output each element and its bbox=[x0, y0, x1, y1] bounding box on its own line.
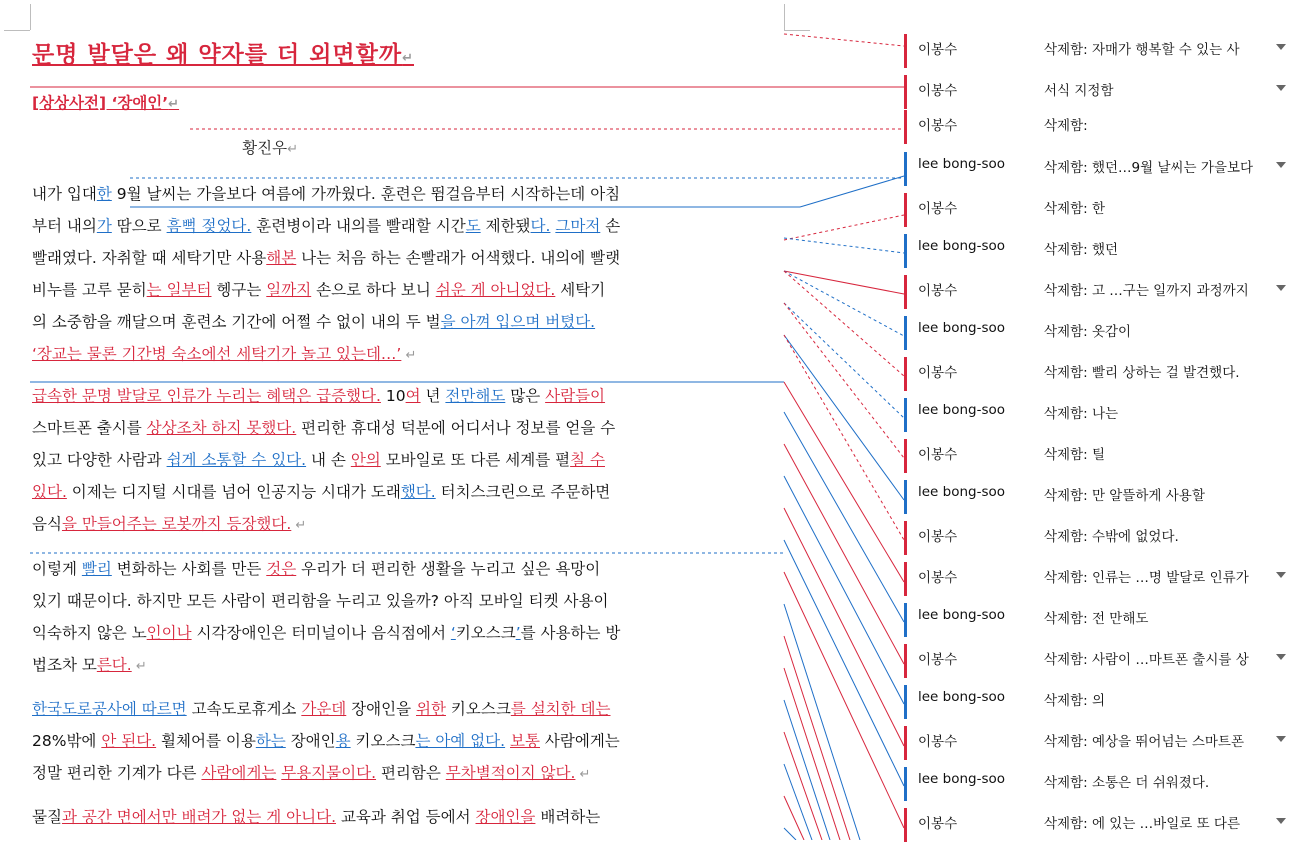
expand-arrow-icon[interactable] bbox=[1276, 85, 1286, 91]
text-line[interactable] bbox=[32, 274, 784, 306]
comment-text[interactable]: 삭제함: 나는 bbox=[1044, 406, 1119, 422]
body-text[interactable]: 물질 bbox=[32, 808, 62, 826]
body-text[interactable]: 의 소중함을 깨달으며 훈련소 기간에 어쩔 수 없이 내의 두 벌 bbox=[32, 313, 441, 331]
tracked-insertion-blue[interactable]: 다. bbox=[530, 217, 551, 235]
tracked-insertion-red[interactable]: 을 만들어주는 로봇까지 등장했다. bbox=[61, 515, 292, 533]
text-line[interactable] bbox=[32, 178, 784, 210]
tracked-insertion-blue[interactable]: 흠뻑 젖었다. bbox=[166, 217, 252, 235]
comment-author: 이봉수 bbox=[918, 365, 958, 381]
tracked-insertion-red[interactable]: 여 bbox=[405, 387, 421, 405]
comment-text[interactable]: 삭제함: 에 있는 …바일로 또 다른 bbox=[1044, 816, 1240, 832]
revision-comment[interactable] bbox=[904, 685, 1300, 719]
comment-author: 이봉수 bbox=[918, 201, 958, 217]
revision-comment[interactable] bbox=[904, 234, 1300, 268]
tracked-insertion-blue[interactable]: 는 아예 없다. bbox=[415, 732, 506, 750]
comment-text[interactable]: 삭제함: 고 …구는 일까지 과정까지 bbox=[1044, 283, 1249, 299]
comment-text[interactable]: 삭제함: 자매가 행복할 수 있는 사 bbox=[1044, 42, 1240, 58]
paragraph-4[interactable] bbox=[32, 693, 784, 789]
revision-comment[interactable] bbox=[904, 193, 1300, 227]
tracked-insertion-red[interactable]: 일까지 bbox=[266, 281, 312, 299]
revision-bar bbox=[904, 398, 907, 432]
comment-author: 이봉수 bbox=[918, 118, 958, 134]
document-title[interactable] bbox=[32, 36, 414, 69]
tracked-insertion-blue[interactable]: 전만해도 bbox=[445, 387, 506, 405]
body-text[interactable]: 내가 입대 bbox=[32, 185, 97, 203]
paragraph-2[interactable] bbox=[32, 380, 784, 540]
body-text[interactable]: 고속도로휴게소 bbox=[186, 700, 302, 718]
body-text[interactable]: 손 bbox=[600, 217, 621, 235]
text-line[interactable] bbox=[32, 617, 784, 649]
tracked-insertion-red[interactable]: 과 공간 면에서만 배려가 없는 게 아니다. bbox=[61, 808, 337, 826]
revision-bar bbox=[904, 521, 907, 555]
body-text[interactable]: 내 손 bbox=[306, 451, 351, 469]
text-line[interactable] bbox=[32, 380, 784, 412]
comment-author: lee bong-soo bbox=[918, 320, 1006, 336]
body-text[interactable]: 년 bbox=[420, 387, 446, 405]
body-text[interactable]: 있고 다양한 사람과 bbox=[32, 451, 167, 469]
tracked-insertion-red[interactable]: 칠 수 bbox=[570, 451, 605, 469]
text-line[interactable] bbox=[32, 242, 784, 274]
body-text[interactable]: 키오스크 bbox=[350, 732, 416, 750]
paragraph-mark-icon: ↵ bbox=[168, 97, 180, 112]
tracked-insertion-red[interactable]: 안 된다. bbox=[101, 732, 157, 750]
comment-author: lee bong-soo bbox=[918, 689, 1006, 705]
text-line[interactable] bbox=[32, 306, 784, 338]
revision-bar bbox=[904, 562, 907, 596]
tracked-insertion-red[interactable]: 상상조차 하지 못했다. bbox=[146, 419, 297, 437]
body-text[interactable]: 편리한 휴대성 덕분에 어디서나 정보를 얻을 수 bbox=[296, 419, 616, 437]
tracked-insertion-red[interactable]: 위한 bbox=[416, 700, 446, 718]
revision-bar bbox=[904, 357, 907, 391]
comment-text[interactable]: 삭제함: 사람이 …마트폰 출시를 상 bbox=[1044, 652, 1249, 668]
paragraph-mark-icon: ↵ bbox=[402, 51, 414, 66]
tracked-insertion-blue[interactable]: 용 bbox=[335, 732, 351, 750]
tracked-insertion-red[interactable]: 것은 bbox=[266, 560, 297, 578]
subtitle-text[interactable]: [상상사전] ‘장애인’ bbox=[32, 94, 169, 112]
paragraph-mark-icon: ↵ bbox=[291, 518, 307, 533]
expand-arrow-icon[interactable] bbox=[1276, 736, 1286, 742]
comment-text[interactable]: 삭제함: 수밖에 없었다. bbox=[1044, 529, 1179, 545]
revision-bar bbox=[904, 75, 907, 109]
comment-author: 이봉수 bbox=[918, 816, 958, 832]
text-line[interactable] bbox=[32, 693, 784, 725]
revision-comment[interactable] bbox=[904, 808, 1300, 842]
tracked-insertion-red[interactable]: 를 설치한 데는 bbox=[510, 700, 611, 718]
body-text[interactable]: 땀으로 bbox=[111, 217, 167, 235]
crop-mark bbox=[4, 30, 30, 31]
revision-bar bbox=[904, 808, 907, 842]
revision-bar bbox=[904, 767, 907, 801]
tracked-insertion-blue[interactable]: ‘ bbox=[450, 624, 456, 642]
text-line[interactable] bbox=[32, 649, 784, 681]
tracked-insertion-blue[interactable]: 한 bbox=[96, 185, 112, 203]
text-line[interactable] bbox=[32, 412, 784, 444]
tracked-insertion-red[interactable]: 사람에게는 bbox=[201, 764, 277, 782]
body-text[interactable]: 키오스크 bbox=[455, 624, 516, 642]
body-text[interactable]: 이제는 디지털 시대를 넘어 인공지능 시대가 도래 bbox=[66, 483, 401, 501]
revision-comment[interactable] bbox=[904, 439, 1300, 473]
tracked-insertion-blue[interactable]: 가 bbox=[96, 217, 112, 235]
crop-mark bbox=[784, 30, 810, 31]
body-text[interactable]: 9월 날씨는 가을보다 여름에 가까웠다. 훈련은 뜀걸음부터 시작하는데 아침 bbox=[111, 185, 621, 203]
expand-arrow-icon[interactable] bbox=[1276, 162, 1286, 168]
revision-bar bbox=[904, 603, 907, 637]
tracked-insertion-red[interactable]: 안의 bbox=[350, 451, 381, 469]
comment-text[interactable]: 삭제함: 한 bbox=[1044, 201, 1106, 217]
revision-comment[interactable] bbox=[904, 521, 1300, 555]
text-line[interactable] bbox=[32, 338, 784, 370]
comment-text[interactable]: 삭제함: 했던 bbox=[1044, 242, 1119, 258]
tracked-insertion-red[interactable]: 가운데 bbox=[301, 700, 347, 718]
comment-text[interactable]: 삭제함: 예상을 뛰어넘는 스마트폰 bbox=[1044, 734, 1244, 750]
crop-mark bbox=[30, 4, 31, 30]
body-text[interactable]: 법조차 모 bbox=[32, 656, 97, 674]
body-text[interactable]: 헹구는 bbox=[211, 281, 267, 299]
body-text[interactable]: 제한됐 bbox=[480, 217, 531, 235]
body-text[interactable]: 모바일로 또 다른 세계를 펼 bbox=[380, 451, 571, 469]
body-text[interactable]: 사람에게는 bbox=[539, 732, 620, 750]
tracked-insertion-blue[interactable]: ’ bbox=[515, 624, 521, 642]
revision-comment[interactable] bbox=[904, 603, 1300, 637]
text-line[interactable] bbox=[32, 553, 784, 585]
comment-text[interactable]: 삭제함: 전 만해도 bbox=[1044, 611, 1149, 627]
tracked-insertion-blue[interactable]: 했다. bbox=[400, 483, 436, 501]
revision-bar bbox=[904, 234, 907, 268]
comment-text[interactable]: 삭제함: 인류는 …명 발달로 인류가 bbox=[1044, 570, 1249, 586]
revision-bar bbox=[904, 439, 907, 473]
tracked-insertion-blue[interactable]: 하는 bbox=[255, 732, 286, 750]
revision-bar bbox=[904, 275, 907, 309]
text-line[interactable] bbox=[32, 508, 784, 540]
comment-text[interactable]: 삭제함: 옷감이 bbox=[1044, 324, 1132, 340]
paragraph-5[interactable] bbox=[32, 801, 784, 833]
paragraph-mark-icon: ↵ bbox=[575, 767, 591, 782]
revision-comment[interactable] bbox=[904, 767, 1300, 801]
comment-text[interactable]: 서식 지정함 bbox=[1044, 83, 1114, 99]
comment-text[interactable]: 삭제함: 의 bbox=[1044, 693, 1106, 709]
body-text[interactable]: 익숙하지 않은 노 bbox=[32, 624, 147, 642]
comment-author: lee bong-soo bbox=[918, 402, 1006, 418]
body-text[interactable]: 를 사용하는 방 bbox=[520, 624, 621, 642]
comment-text[interactable]: 삭제함: 소통은 더 쉬워졌다. bbox=[1044, 775, 1210, 791]
revision-bar bbox=[904, 644, 907, 678]
tracked-insertion-red[interactable]: 무용지물이다. bbox=[281, 764, 377, 782]
tracked-insertion-red[interactable]: 장애인을 bbox=[475, 808, 536, 826]
expand-arrow-icon[interactable] bbox=[1276, 572, 1286, 578]
revision-comment[interactable] bbox=[904, 480, 1300, 514]
body-text[interactable]: 터치스크린으로 주문하면 bbox=[435, 483, 611, 501]
text-line[interactable] bbox=[32, 210, 784, 242]
revision-comment[interactable] bbox=[904, 152, 1300, 186]
revision-bar bbox=[904, 110, 907, 144]
body-text[interactable]: 장애인 bbox=[285, 732, 336, 750]
body-text[interactable]: 변화하는 사회를 만든 bbox=[111, 560, 267, 578]
revision-comment[interactable] bbox=[904, 644, 1300, 678]
revision-bar bbox=[904, 34, 907, 68]
revision-bar bbox=[904, 316, 907, 350]
revision-comment[interactable] bbox=[904, 316, 1300, 350]
paragraph-mark-icon: ↵ bbox=[401, 348, 417, 363]
expand-arrow-icon[interactable] bbox=[1276, 285, 1286, 291]
body-text[interactable]: 우리가 더 편리한 생활을 누리고 싶은 욕망이 bbox=[296, 560, 601, 578]
body-text[interactable]: 10 bbox=[380, 387, 406, 405]
comment-author: 이봉수 bbox=[918, 652, 958, 668]
body-text[interactable]: 음식 bbox=[32, 515, 62, 533]
comment-text[interactable]: 삭제함: 했던…9월 날씨는 가을보다 bbox=[1044, 160, 1254, 176]
tracked-insertion-red[interactable]: 인이나 bbox=[146, 624, 192, 642]
revision-comment[interactable] bbox=[904, 357, 1300, 391]
revision-comment[interactable] bbox=[904, 275, 1300, 309]
revision-comment[interactable] bbox=[904, 726, 1300, 760]
paragraph-3[interactable] bbox=[32, 553, 784, 681]
revision-bar bbox=[904, 193, 907, 227]
body-text[interactable]: 부터 내의 bbox=[32, 217, 97, 235]
comment-author: lee bong-soo bbox=[918, 771, 1006, 787]
body-text[interactable]: 장애인을 bbox=[346, 700, 417, 718]
revision-bar bbox=[904, 152, 907, 186]
tracked-insertion-red[interactable]: 해본 bbox=[266, 249, 297, 267]
expand-arrow-icon[interactable] bbox=[1276, 818, 1286, 824]
revision-comment[interactable] bbox=[904, 34, 1300, 68]
title-text[interactable]: 문명 발달은 왜 약자를 더 외면할까 bbox=[32, 42, 403, 68]
body-text[interactable]: 있기 때문이다. 하지만 모든 사람이 편리함을 누리고 있을까? 아직 모바일 티켓 사용이 bbox=[32, 592, 609, 610]
body-text[interactable]: 키오스크 bbox=[445, 700, 511, 718]
comment-author: 이봉수 bbox=[918, 283, 958, 299]
body-text[interactable]: 정말 편리한 기계가 다른 bbox=[32, 764, 202, 782]
comment-text[interactable]: 삭제함: 틸 bbox=[1044, 447, 1106, 463]
tracked-insertion-blue[interactable]: 한국도로공사에 따르면 bbox=[32, 700, 187, 718]
comment-author: lee bong-soo bbox=[918, 607, 1006, 623]
expand-arrow-icon[interactable] bbox=[1276, 44, 1286, 50]
comment-author: 이봉수 bbox=[918, 83, 958, 99]
tracked-insertion-blue[interactable]: 그마저 bbox=[555, 217, 601, 235]
tracked-insertion-red[interactable]: 급속한 문명 발달로 인류가 누리는 혜택은 급증했다. bbox=[32, 387, 381, 405]
text-line[interactable] bbox=[32, 757, 784, 789]
body-text[interactable]: 세탁기 bbox=[555, 281, 606, 299]
body-text[interactable]: 휠체어를 이용 bbox=[156, 732, 256, 750]
tracked-insertion-red[interactable]: 있다. bbox=[32, 483, 67, 501]
tracked-insertion-blue[interactable]: 쉽게 소통할 수 있다. bbox=[166, 451, 307, 469]
paragraph-1[interactable] bbox=[32, 178, 784, 370]
body-text[interactable]: 교육과 취업 등에서 bbox=[336, 808, 476, 826]
tracked-insertion-red[interactable]: 른다. bbox=[96, 656, 132, 674]
body-text[interactable]: 빨래였다. 자취할 때 세탁기만 사용 bbox=[32, 249, 267, 267]
revision-comment[interactable] bbox=[904, 75, 1300, 109]
comment-text[interactable]: 삭제함: bbox=[1044, 118, 1088, 134]
revision-comment[interactable] bbox=[904, 398, 1300, 432]
text-line[interactable] bbox=[32, 585, 784, 617]
comment-text[interactable]: 삭제함: 만 알뜰하게 사용할 bbox=[1044, 488, 1205, 504]
comment-author: lee bong-soo bbox=[918, 238, 1006, 254]
revision-comment[interactable] bbox=[904, 562, 1300, 596]
body-text[interactable]: 스마트폰 출시를 bbox=[32, 419, 147, 437]
text-line[interactable] bbox=[32, 476, 784, 508]
author-line[interactable] bbox=[242, 136, 298, 158]
revision-bar bbox=[904, 726, 907, 760]
paragraph-mark-icon: ↵ bbox=[131, 659, 147, 674]
comment-author: 이봉수 bbox=[918, 570, 958, 586]
crop-mark bbox=[784, 4, 785, 30]
comment-text[interactable]: 삭제함: 빨리 상하는 걸 발견했다. bbox=[1044, 365, 1240, 381]
body-text[interactable]: 훈련병이라 내의를 빨래할 시간 bbox=[251, 217, 466, 235]
tracked-insertion-red[interactable]: 무차별적이지 않다. bbox=[445, 764, 576, 782]
tracked-insertion-red[interactable]: 쉬운 게 아니었다. bbox=[435, 281, 556, 299]
text-line[interactable] bbox=[32, 801, 784, 833]
comment-author: 이봉수 bbox=[918, 529, 958, 545]
tracked-insertion-blue[interactable]: 빨리 bbox=[81, 560, 112, 578]
comment-author: 이봉수 bbox=[918, 447, 958, 463]
tracked-insertion-red[interactable]: 보통 bbox=[510, 732, 540, 750]
body-text[interactable]: 시각장애인은 터미널이나 음식점에서 bbox=[191, 624, 451, 642]
comment-author: lee bong-soo bbox=[918, 156, 1006, 172]
document-subtitle[interactable] bbox=[32, 91, 179, 113]
body-text[interactable]: 편리함은 bbox=[376, 764, 446, 782]
body-text[interactable]: 배려하는 bbox=[535, 808, 601, 826]
tracked-insertion-red[interactable]: ‘장교는 물론 기간병 숙소에선 세탁기가 놀고 있는데…’ bbox=[32, 345, 402, 363]
body-text[interactable]: 나는 처음 하는 손빨래가 어색했다. 내의에 빨랫 bbox=[296, 249, 621, 267]
author-name[interactable]: 황진우 bbox=[242, 139, 288, 157]
text-line[interactable] bbox=[32, 725, 784, 757]
revision-bar bbox=[904, 480, 907, 514]
body-text[interactable]: 28%밖에 bbox=[32, 732, 102, 750]
body-text[interactable]: 이렇게 bbox=[32, 560, 82, 578]
tracked-insertion-red[interactable]: 는 일부터 bbox=[146, 281, 212, 299]
tracked-insertion-blue[interactable]: 을 아껴 입으며 버텼다. bbox=[440, 313, 596, 331]
comment-author: 이봉수 bbox=[918, 42, 958, 58]
paragraph-mark-icon: ↵ bbox=[287, 142, 298, 157]
text-line[interactable] bbox=[32, 444, 784, 476]
expand-arrow-icon[interactable] bbox=[1276, 654, 1286, 660]
tracked-insertion-red[interactable]: 사람들이 bbox=[545, 387, 606, 405]
body-text[interactable]: 많은 bbox=[505, 387, 546, 405]
body-text[interactable]: 비누를 고루 묻히 bbox=[32, 281, 147, 299]
revision-bar bbox=[904, 685, 907, 719]
comment-author: lee bong-soo bbox=[918, 484, 1006, 500]
revision-comment[interactable] bbox=[904, 110, 1300, 144]
comment-author: 이봉수 bbox=[918, 734, 958, 750]
tracked-insertion-blue[interactable]: 도 bbox=[465, 217, 481, 235]
body-text[interactable]: 손으로 하다 보니 bbox=[311, 281, 436, 299]
